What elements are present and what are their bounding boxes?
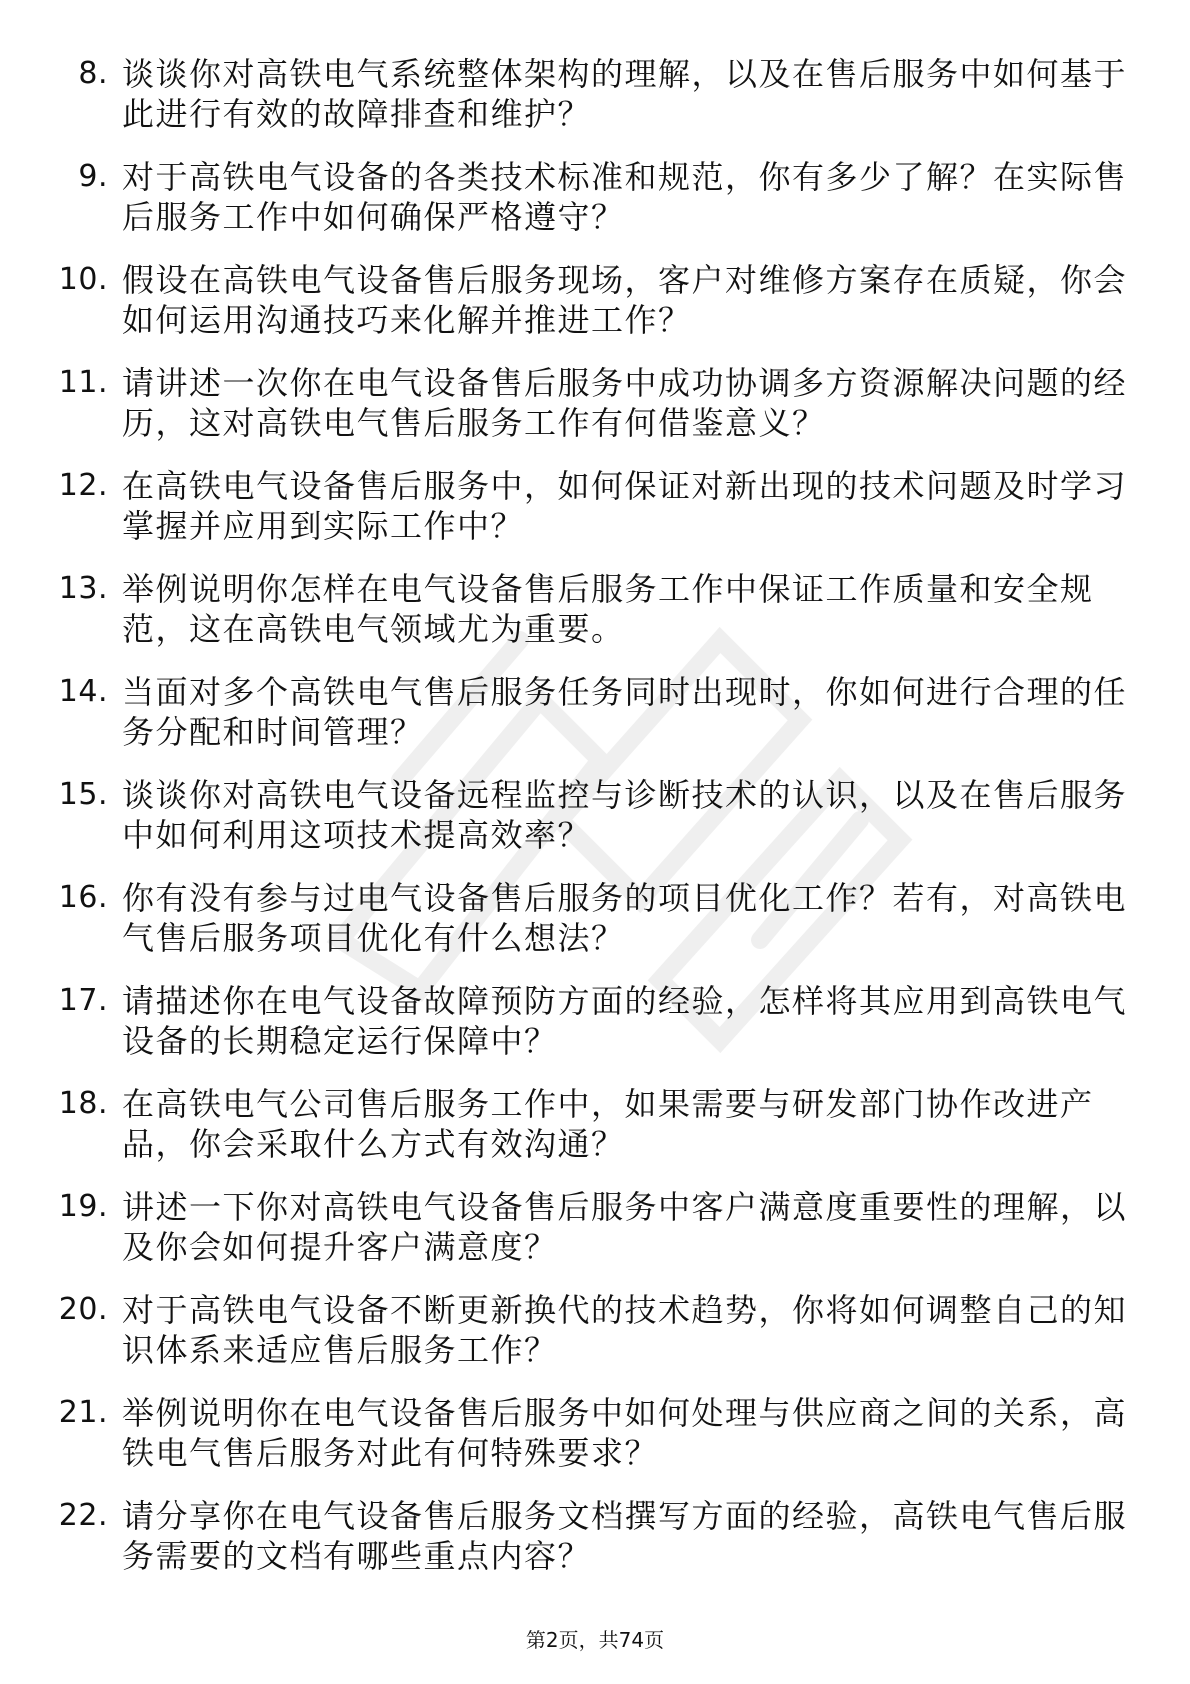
question-item bbox=[58, 1181, 1128, 1284]
question-item bbox=[58, 1490, 1128, 1593]
question-number: 13. bbox=[58, 571, 108, 606]
question-number: 19. bbox=[58, 1189, 108, 1224]
question-number: 15. bbox=[58, 777, 108, 812]
question-item bbox=[58, 254, 1128, 357]
question-text: 举例说明你在电气设备售后服务中如何处理与供应商之间的关系，高铁电气售后服务对此有何特殊要求？ bbox=[122, 1394, 1128, 1472]
question-text: 请描述你在电气设备故障预防方面的经验，怎样将其应用到高铁电气设备的长期稳定运行保障中？ bbox=[122, 982, 1128, 1060]
question-item bbox=[58, 769, 1128, 872]
question-number: 21. bbox=[58, 1395, 108, 1430]
question-text: 对于高铁电气设备的各类技术标准和规范，你有多少了解？在实际售后服务工作中如何确保严格遵守？ bbox=[122, 158, 1128, 236]
question-number: 22. bbox=[58, 1498, 108, 1533]
question-text: 在高铁电气设备售后服务中，如何保证对新出现的技术问题及时学习掌握并应用到实际工作中？ bbox=[122, 467, 1128, 545]
page-number: 第2页，共74页 bbox=[525, 1628, 665, 1652]
question-item bbox=[58, 1284, 1128, 1387]
question-number: 20. bbox=[58, 1292, 108, 1327]
question-number: 9. bbox=[78, 159, 108, 194]
question-number: 11. bbox=[58, 365, 108, 400]
question-item bbox=[58, 357, 1128, 460]
question-item bbox=[58, 1078, 1128, 1181]
question-text: 当面对多个高铁电气售后服务任务同时出现时，你如何进行合理的任务分配和时间管理？ bbox=[122, 673, 1128, 751]
question-item bbox=[58, 563, 1128, 666]
question-text: 请分享你在电气设备售后服务文档撰写方面的经验，高铁电气售后服务需要的文档有哪些重点内容？ bbox=[122, 1497, 1128, 1575]
question-item bbox=[58, 872, 1128, 975]
question-number: 12. bbox=[58, 468, 108, 503]
question-text: 谈谈你对高铁电气设备远程监控与诊断技术的认识，以及在售后服务中如何利用这项技术提高效率？ bbox=[122, 776, 1128, 854]
question-text: 请讲述一次你在电气设备售后服务中成功协调多方资源解决问题的经历，这对高铁电气售后服务工作有何借鉴意义？ bbox=[122, 364, 1128, 442]
question-number: 10. bbox=[58, 262, 108, 297]
question-text: 假设在高铁电气设备售后服务现场，客户对维修方案存在质疑，你会如何运用沟通技巧来化解并推进工作？ bbox=[122, 261, 1128, 339]
question-number: 17. bbox=[58, 983, 108, 1018]
question-item bbox=[58, 460, 1128, 563]
question-item bbox=[58, 666, 1128, 769]
question-item bbox=[58, 975, 1128, 1078]
question-text: 你有没有参与过电气设备售后服务的项目优化工作？若有，对高铁电气售后服务项目优化有什么想法？ bbox=[122, 879, 1128, 957]
question-text: 在高铁电气公司售后服务工作中，如果需要与研发部门协作改进产品，你会采取什么方式有效沟通？ bbox=[122, 1085, 1094, 1163]
question-number: 18. bbox=[58, 1086, 108, 1121]
question-number: 14. bbox=[58, 674, 108, 709]
question-text: 举例说明你怎样在电气设备售后服务工作中保证工作质量和安全规范，这在高铁电气领域尤为重要。 bbox=[122, 570, 1094, 648]
question-text: 讲述一下你对高铁电气设备售后服务中客户满意度重要性的理解，以及你会如何提升客户满意度？ bbox=[122, 1188, 1128, 1266]
question-text: 谈谈你对高铁电气系统整体架构的理解，以及在售后服务中如何基于此进行有效的故障排查和维护？ bbox=[122, 55, 1128, 133]
question-item bbox=[58, 151, 1128, 254]
question-number: 8. bbox=[78, 56, 108, 91]
question-number: 16. bbox=[58, 880, 108, 915]
question-item bbox=[58, 48, 1128, 151]
question-text: 对于高铁电气设备不断更新换代的技术趋势，你将如何调整自己的知识体系来适应售后服务工作？ bbox=[122, 1291, 1128, 1369]
question-item bbox=[58, 1387, 1128, 1490]
question-list bbox=[58, 48, 1128, 1593]
